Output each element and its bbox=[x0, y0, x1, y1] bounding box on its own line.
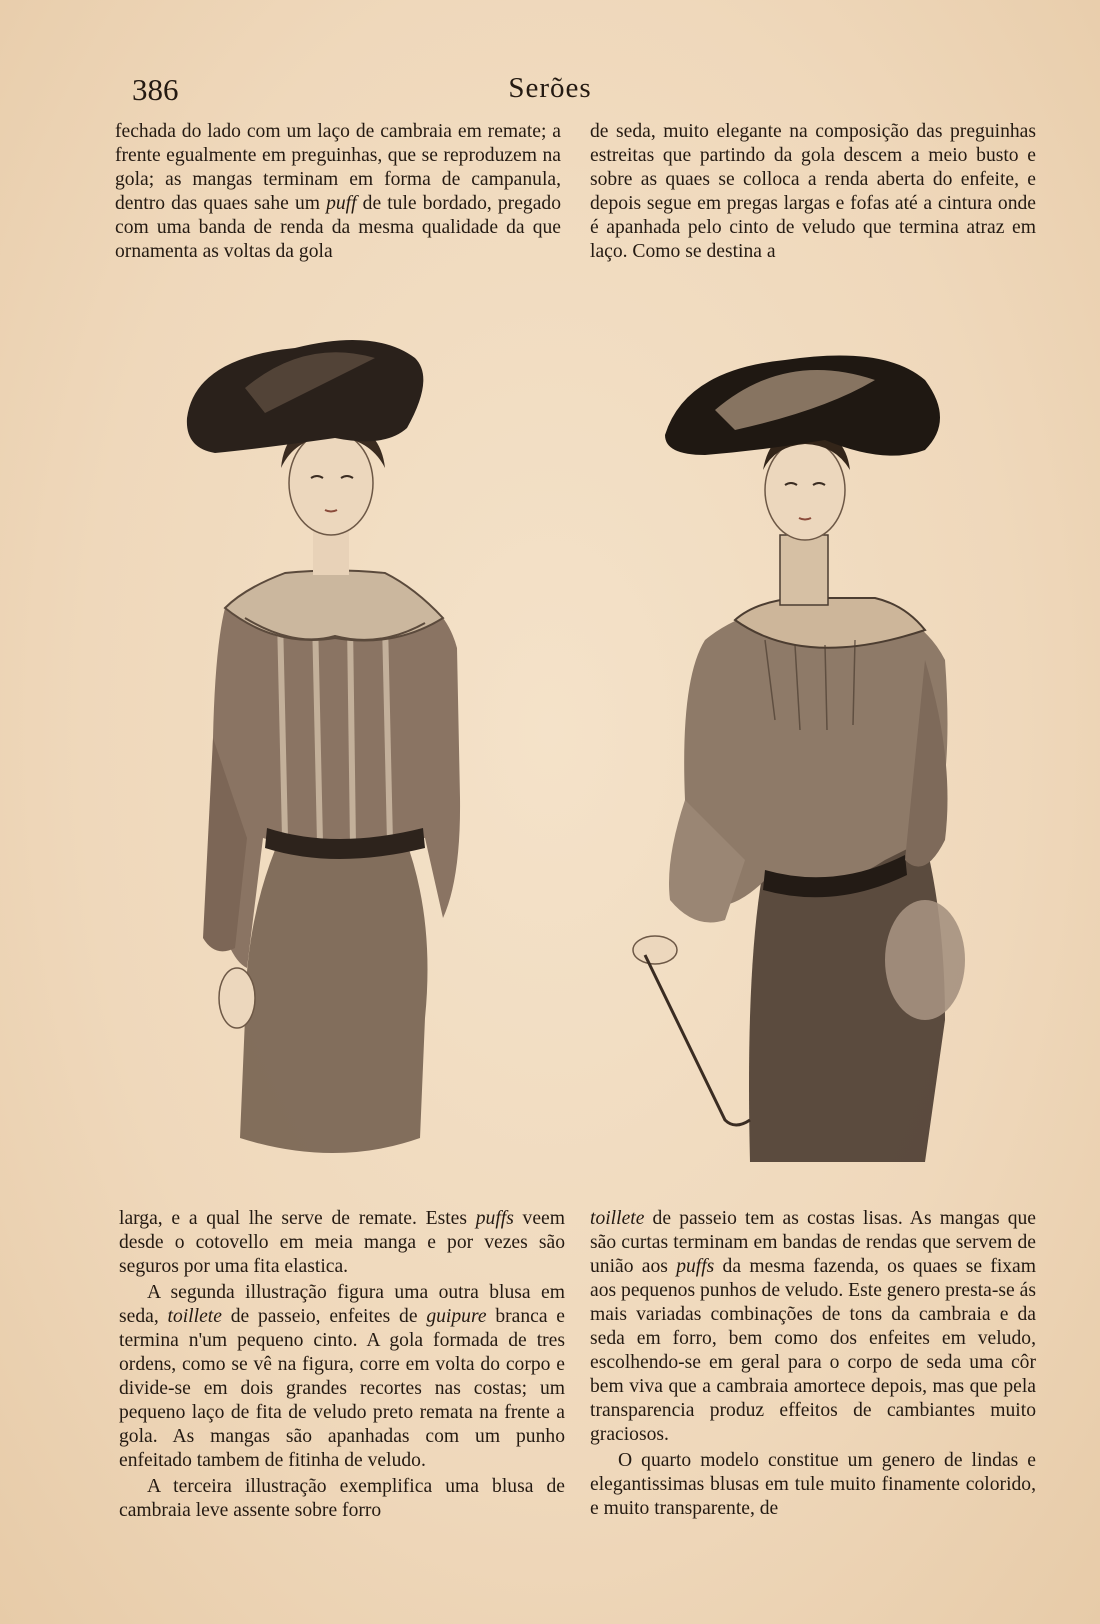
paragraph bbox=[119, 1207, 565, 1279]
page-number: 386 bbox=[132, 72, 179, 107]
italic-term: guipure bbox=[426, 1306, 487, 1327]
text-run: de seda, muito elegante na composição das preguinhas estreitas que partindo da gola descem a meio busto e sobre as quaes se colloca a renda aberta do enfeite, e depois segue em pregas largas e fofas até a cintura onde é apanhada pelo cinto de veludo que termina atraz em laço. Como se destina a bbox=[590, 121, 1036, 262]
italic-term: toillete bbox=[167, 1306, 222, 1327]
text-run: larga, e a qual lhe serve de remate. Estes bbox=[119, 1208, 476, 1229]
text-run: de tule bordado, pregado com uma banda de renda da mesma qualidade da que ornamenta as voltas da gola bbox=[115, 193, 561, 262]
paragraph bbox=[590, 120, 1036, 264]
paragraph bbox=[119, 1475, 565, 1523]
text-run: A segunda illustração figura uma outra blusa em seda, bbox=[119, 1282, 565, 1327]
text-run: A terceira illustração exemplifica uma blusa de cambraia leve assente sobre forro bbox=[119, 1476, 565, 1521]
italic-term: toillete bbox=[590, 1208, 645, 1229]
text-run: branca e termina n'um pequeno cinto. A gola formada de tres ordens, como se vê na figura, corre em volta do corpo e divide-se em dois grandes recortes nas costas; um pequeno laço de fita de veludo preto remata na frente a gola. As mangas são apanhadas com um punho enfeitado tambem de fitinha de veludo. bbox=[119, 1306, 566, 1471]
text-run: de passeio, enfeites de bbox=[221, 1306, 427, 1327]
text-run: veem desde o cotovello em meia manga e por vezes são seguros por uma fita elastica. bbox=[119, 1208, 565, 1277]
paragraph bbox=[590, 1207, 1036, 1447]
paragraph bbox=[115, 120, 561, 264]
text-run: fechada do lado com um laço de cambraia em remate; a frente egualmente em preguinhas, que se reproduzem na gola; as mangas terminam em forma de campanula, dentro das quaes sahe um bbox=[115, 121, 561, 214]
text-run: de passeio tem as costas lisas. As mangas que são curtas terminam em bandas de rendas que servem de união aos bbox=[590, 1208, 1036, 1277]
fashion-illustration-left bbox=[185, 318, 485, 1180]
text-run: O quarto modelo constitue um genero de lindas e elegantissimas blusas em tule muito finamente colorido, e muito transparente, de bbox=[590, 1450, 1036, 1519]
page-header bbox=[0, 68, 1100, 112]
italic-term: puffs bbox=[676, 1256, 715, 1277]
text-column-bottom-left bbox=[119, 1207, 565, 1523]
italic-term: puff bbox=[326, 193, 357, 214]
text-column-top-right bbox=[590, 120, 1036, 264]
text-column-top-left bbox=[115, 120, 561, 264]
running-title: Serões bbox=[508, 72, 592, 104]
fashion-illustration-right bbox=[625, 340, 995, 1162]
text-column-bottom-right bbox=[590, 1207, 1036, 1521]
paragraph bbox=[119, 1281, 565, 1473]
text-run: da mesma fazenda, os quaes se fixam aos pequenos punhos de veludo. Este genero presta-se ás mais variadas combinações de tons da cambraia e da seda em forro, bem como dos enfeites em veludo, escolhendo-se em geral para o corpo de seda uma côr bem viva que a cambraia amortece depois, mas que pela transparencia produz effeitos de cambiantes muito graciosos. bbox=[590, 1256, 1036, 1445]
paragraph bbox=[590, 1449, 1036, 1521]
italic-term: puffs bbox=[475, 1208, 514, 1229]
